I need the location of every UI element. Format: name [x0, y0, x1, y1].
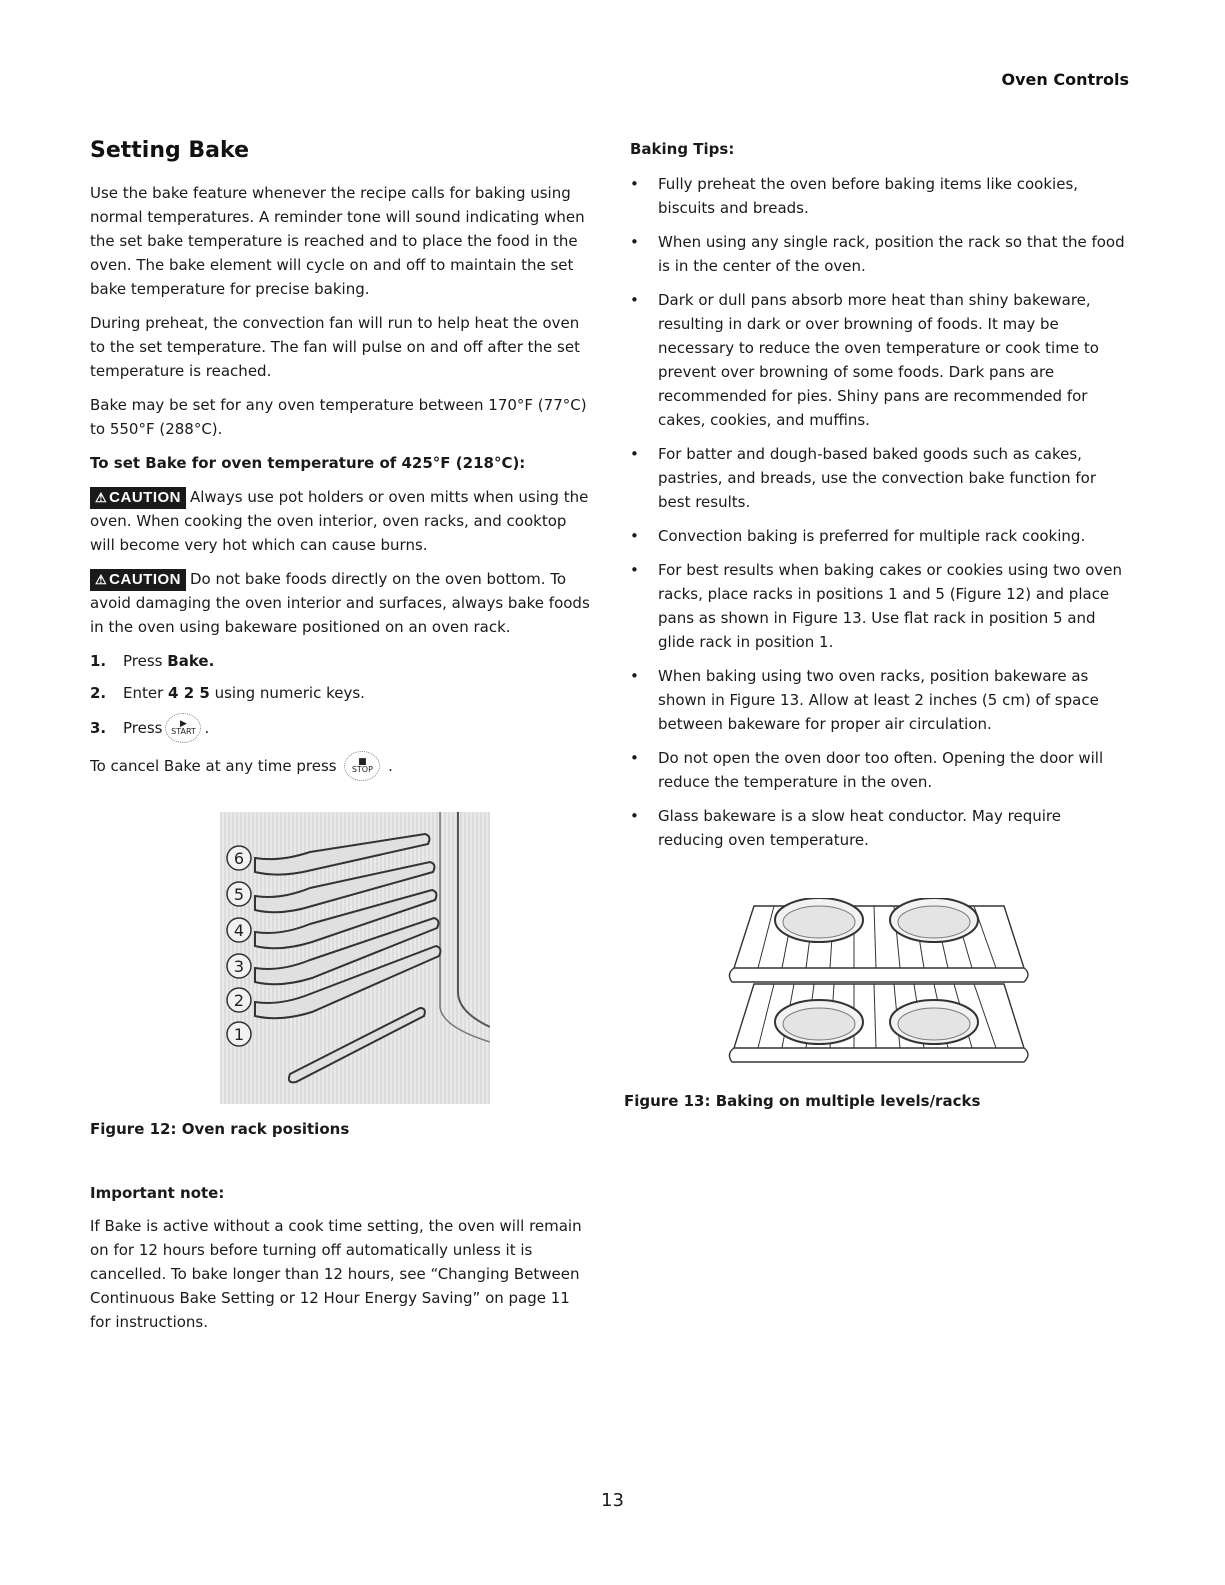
multiple-racks-figure [724, 898, 1034, 1068]
caution-text-1: Always use pot holders or oven mitts when using the oven. When cooking the oven interior, oven racks, and cooktop will become very hot which can cause burns. [90, 488, 589, 554]
section-title: Setting Bake [90, 138, 249, 163]
step-item: 1. Press Bake. [90, 652, 215, 670]
rack-label: 3 [233, 957, 245, 976]
page-number: 13 [601, 1490, 624, 1511]
figure-13-caption: Figure 13: Baking on multiple levels/racks [624, 1092, 981, 1110]
caution-block-1 [90, 485, 590, 557]
list-item: • For batter and dough-based baked goods such as cakes, pastries, and breads, use the convection bake function for best results. [630, 445, 1096, 511]
preheat-paragraph: During preheat, the convection fan will run to help heat the oven to the set temperature. The fan will pulse on and off after the set temperature is reached. [90, 314, 580, 380]
oven-rack-positions-figure [220, 812, 490, 1104]
list-item: • Glass bakeware is a slow heat conductor. May require reducing oven temperature. [630, 807, 1061, 849]
rack-label: 5 [233, 885, 245, 904]
procedure-subhead: To set Bake for oven temperature of 425°F (218°C): [90, 454, 526, 472]
right-column [630, 140, 1130, 862]
cancel-instruction: To cancel Bake at any time press ■ STOP . [90, 751, 590, 781]
step-item: 3. Press ▶ START . [90, 713, 590, 743]
caution-text-2: Do not bake foods directly on the oven bottom. To avoid damaging the oven interior and surfaces, always bake foods in the oven using bakeware positioned on an oven rack. [90, 570, 590, 636]
list-item: • Do not open the oven door too often. Opening the door will reduce the temperature in the oven. [630, 749, 1104, 791]
list-item: • Fully preheat the oven before baking items like cookies, biscuits and breads. [630, 175, 1079, 217]
warning-triangle-icon: ⚠ [95, 490, 108, 505]
list-item: • Dark or dull pans absorb more heat than shiny bakeware, resulting in dark or over browning of foods. It may be necessary to reduce the oven temperature or cook time to prevent over browning of some foods. Dark pans are recommended for pies. Shiny pans are recommended for cakes, cookies, and muffins. [630, 291, 1099, 429]
rack-label: 2 [233, 991, 245, 1010]
warning-triangle-icon: ⚠ [95, 572, 108, 587]
list-item: • Convection baking is preferred for multiple rack cooking. [630, 527, 1086, 545]
stop-key-icon: ■ STOP [344, 751, 380, 781]
rack-label: 4 [233, 921, 245, 940]
intro-paragraph: Use the bake feature whenever the recipe calls for baking using normal temperatures. A reminder tone will sound indicating when the set bake temperature is reached and to place the food in the oven. The bake element will cycle on and off to maintain the set bake temperature for precise baking. [90, 184, 585, 298]
start-key-icon: ▶ START [165, 713, 201, 743]
list-item: • For best results when baking cakes or cookies using two oven racks, place racks in positions 1 and 5 (Figure 12) and place pans as shown in Figure 13. Use flat rack in position 5 and glide rack in position 1. [630, 561, 1123, 651]
list-item: • When baking using two oven racks, position bakeware as shown in Figure 13. Allow at least 2 inches (5 cm) of space between bakeware for proper air circulation. [630, 667, 1099, 733]
baking-tips-list [630, 172, 1130, 852]
caution-badge: ⚠ CAUTION [90, 487, 186, 509]
caution-badge: ⚠ CAUTION [90, 569, 186, 591]
running-header: Oven Controls [1001, 70, 1129, 89]
important-note-body: If Bake is active without a cook time setting, the oven will remain on for 12 hours before turning off automatically unless it is cancelled. To bake longer than 12 hours, see “Changing Between Continuous Bake Setting or 12 Hour Energy Saving” on page 11 for instructions. [90, 1217, 582, 1331]
bake-steps [90, 649, 590, 743]
temperature-range-paragraph: Bake may be set for any oven temperature between 170°F (77°C) to 550°F (288°C). [90, 396, 587, 438]
list-item: • When using any single rack, position the rack so that the food is in the center of the oven. [630, 233, 1125, 275]
rack-label: 1 [233, 1025, 245, 1044]
caution-block-2 [90, 567, 590, 639]
important-note-heading: Important note: [90, 1184, 225, 1202]
rack-label: 6 [233, 849, 245, 868]
left-column [90, 138, 590, 781]
baking-tips-heading: Baking Tips: [630, 140, 735, 158]
figure-12-caption: Figure 12: Oven rack positions [90, 1120, 350, 1138]
step-item: 2. Enter 4 2 5 using numeric keys. [90, 684, 365, 702]
